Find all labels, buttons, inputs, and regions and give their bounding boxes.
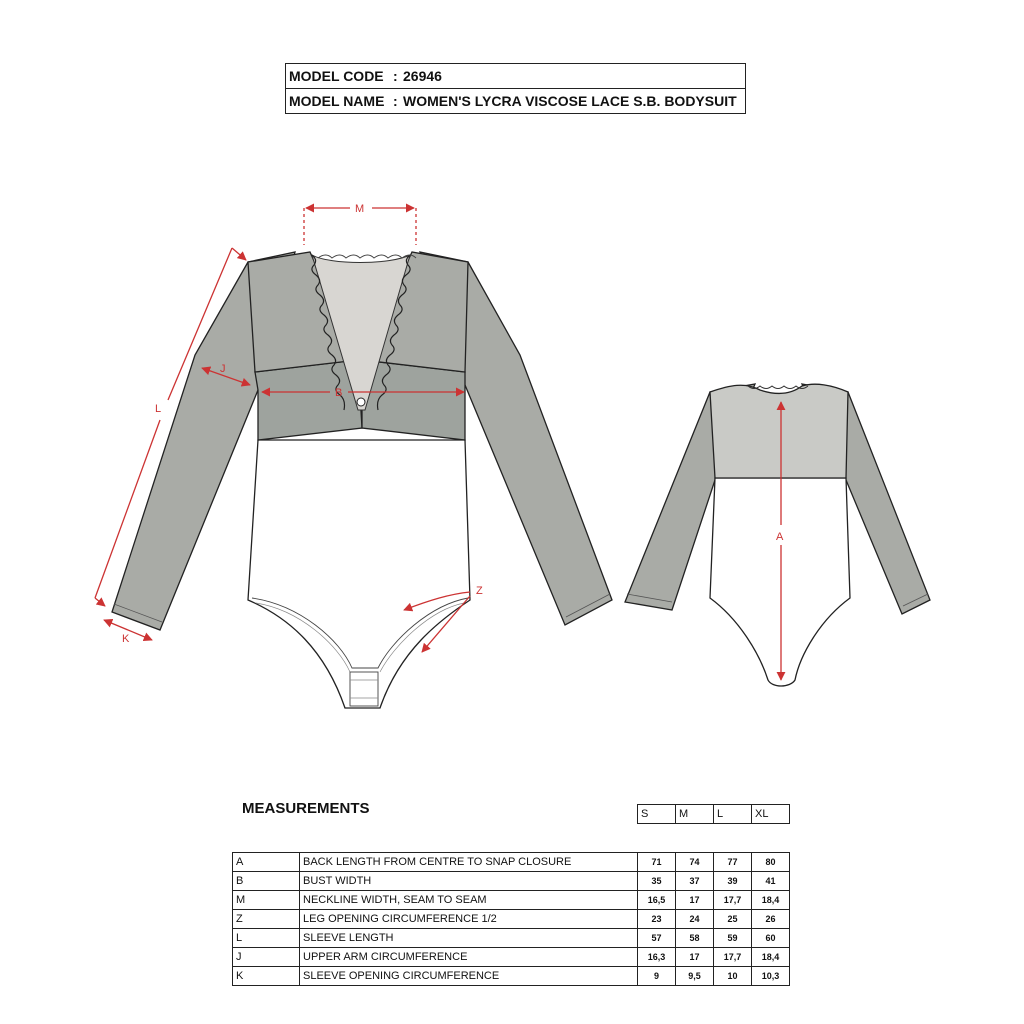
size-header-cell: XL [752,805,790,824]
snap-closure [350,672,378,706]
measurement-description: LEG OPENING CIRCUMFERENCE 1/2 [300,910,638,929]
front-bust-band [255,360,362,440]
measurement-value: 39 [714,872,752,891]
table-row [233,910,790,929]
measurement-description: SLEEVE OPENING CIRCUMFERENCE [300,967,638,986]
measurement-code: K [233,967,300,986]
table-row [233,948,790,967]
measurement-value: 77 [714,853,752,872]
size-header-cell: M [676,805,714,824]
measurement-value: 17 [676,891,714,910]
label-k: K [122,633,130,645]
label-a: A [776,531,784,543]
measurements-title: MEASUREMENTS [242,800,370,817]
measurement-value: 35 [638,872,676,891]
model-name-label: MODEL NAME [289,93,385,109]
back-body [710,478,850,686]
measurement-value: 18,4 [752,948,790,967]
measurement-value: 41 [752,872,790,891]
measurement-value: 9 [638,967,676,986]
measurement-value: 9,5 [676,967,714,986]
size-header-table [637,804,790,824]
model-code-value: 26946 [403,68,442,84]
colon: : [393,93,398,109]
table-row [233,891,790,910]
measurement-value: 24 [676,910,714,929]
measurement-value: 10 [714,967,752,986]
measurement-code: M [233,891,300,910]
measurement-value: 16,3 [638,948,676,967]
measurement-value: 17,7 [714,891,752,910]
label-z: Z [476,585,483,597]
measurement-description: SLEEVE LENGTH [300,929,638,948]
label-l: L [155,403,162,415]
measurement-value: 17,7 [714,948,752,967]
measurement-value: 10,3 [752,967,790,986]
table-row [233,929,790,948]
measurement-table [232,852,790,986]
center-button [357,398,365,406]
table-row [233,967,790,986]
measurement-value: 37 [676,872,714,891]
measurement-value: 57 [638,929,676,948]
measurement-value: 58 [676,929,714,948]
measurement-code: B [233,872,300,891]
measurement-value: 25 [714,910,752,929]
measurement-value: 17 [676,948,714,967]
label-b: B [335,387,343,399]
measurement-code: Z [233,910,300,929]
measurement-description: NECKLINE WIDTH, SEAM TO SEAM [300,891,638,910]
model-code-label: MODEL CODE [289,68,384,84]
measurement-value: 60 [752,929,790,948]
measurement-description: BACK LENGTH FROM CENTRE TO SNAP CLOSURE [300,853,638,872]
measurement-code: L [233,929,300,948]
measurement-value: 26 [752,910,790,929]
measurement-value: 18,4 [752,891,790,910]
table-row [233,872,790,891]
front-view [112,252,612,708]
measurement-code: J [233,948,300,967]
measurement-description: BUST WIDTH [300,872,638,891]
size-header-cell: S [638,805,676,824]
measurement-value: 74 [676,853,714,872]
size-row [638,805,790,824]
measurement-value: 71 [638,853,676,872]
label-m: M [355,203,365,215]
measurement-value: 23 [638,910,676,929]
measurement-code: A [233,853,300,872]
measurement-value: 80 [752,853,790,872]
measurement-value: 16,5 [638,891,676,910]
model-name-value: WOMEN'S LYCRA VISCOSE LACE S.B. BODYSUIT [403,93,737,109]
measurement-description: UPPER ARM CIRCUMFERENCE [300,948,638,967]
size-header-cell: L [714,805,752,824]
table-row [233,853,790,872]
colon: : [393,68,398,84]
measurement-value: 59 [714,929,752,948]
back-upper-panel [710,384,848,478]
label-j: J [220,363,226,375]
